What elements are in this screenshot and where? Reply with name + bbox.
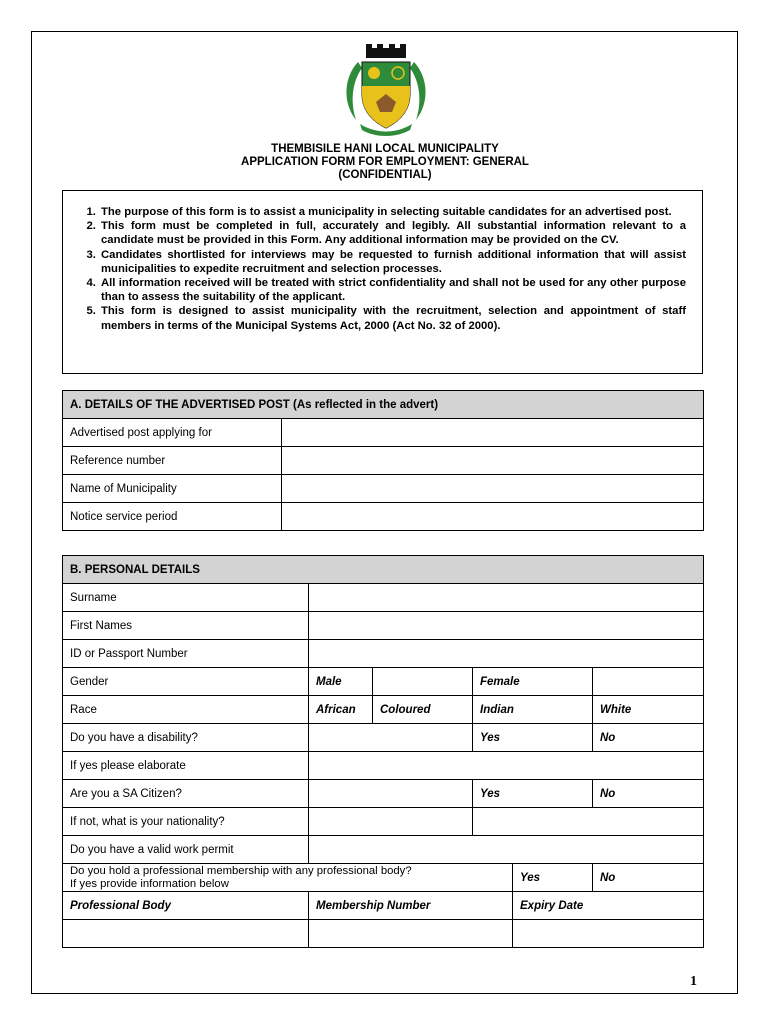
- label-race: Race: [63, 696, 309, 724]
- section-b-table: [62, 555, 704, 948]
- id-number-field[interactable]: [309, 640, 704, 668]
- membership-yes-option[interactable]: Yes: [513, 864, 593, 892]
- municipal-crest-icon: [336, 42, 436, 138]
- reference-number-field[interactable]: [282, 447, 704, 475]
- label-elaborate: If yes please elaborate: [63, 752, 309, 780]
- instructions-box: [62, 190, 703, 374]
- advertised-post-field[interactable]: [282, 419, 704, 447]
- option-african[interactable]: African: [309, 696, 373, 724]
- label-notice-period: Notice service period: [63, 503, 282, 531]
- nationality-extra-field[interactable]: [473, 808, 704, 836]
- instruction-item: 5. This form is designed to assist municipality with the recruitment, selection and appointment of staff members in terms of the Municipal Systems Act, 2000 (Act No. 32 of 2000).: [99, 304, 686, 332]
- citizen-yes-option[interactable]: Yes: [473, 780, 593, 808]
- page-number: 1: [690, 974, 697, 989]
- label-first-names: First Names: [63, 612, 309, 640]
- option-female: Female: [473, 668, 593, 696]
- header-title: THEMBISILE HANI LOCAL MUNICIPALITY: [271, 143, 499, 155]
- section-a-table: [62, 390, 704, 531]
- membership-number-field[interactable]: [309, 920, 513, 948]
- label-surname: Surname: [63, 584, 309, 612]
- expiry-date-field[interactable]: [513, 920, 704, 948]
- label-membership-question: [63, 864, 513, 892]
- label-sa-citizen: Are you a SA Citizen?: [63, 780, 309, 808]
- professional-body-field[interactable]: [63, 920, 309, 948]
- male-field[interactable]: [373, 668, 473, 696]
- instruction-item: 1. The purpose of this form is to assist a municipality in selecting suitable candidates for an advertised post.: [99, 205, 686, 219]
- disability-field[interactable]: [309, 724, 473, 752]
- instruction-item: 2. This form must be completed in full, accurately and legibly. All substantial information relevant to a candidate must be provided in this Form. Any additional information may be provided on the CV.: [99, 219, 686, 247]
- elaborate-field[interactable]: [309, 752, 704, 780]
- section-a-title: A. DETAILS OF THE ADVERTISED POST (As reflected in the advert): [63, 391, 704, 419]
- label-disability: Do you have a disability?: [63, 724, 309, 752]
- membership-question-line1: Do you hold a professional membership with any professional body?: [70, 865, 412, 877]
- disability-no-option[interactable]: No: [593, 724, 704, 752]
- nationality-field[interactable]: [309, 808, 473, 836]
- label-reference-number: Reference number: [63, 447, 282, 475]
- option-male: Male: [309, 668, 373, 696]
- header-subtitle: APPLICATION FORM FOR EMPLOYMENT: GENERAL: [241, 156, 529, 168]
- instruction-item: 4. All information received will be treated with strict confidentiality and shall not be used for any other purpose than to assess the suitability of the applicant.: [99, 276, 686, 304]
- first-names-field[interactable]: [309, 612, 704, 640]
- option-white[interactable]: White: [593, 696, 704, 724]
- disability-yes-option[interactable]: Yes: [473, 724, 593, 752]
- label-municipality: Name of Municipality: [63, 475, 282, 503]
- sa-citizen-field[interactable]: [309, 780, 473, 808]
- instruction-item: 3. Candidates shortlisted for interviews may be requested to furnish additional information that will assist municipalities to expedite recruitment and selection processes.: [99, 248, 686, 276]
- citizen-no-option[interactable]: No: [593, 780, 704, 808]
- option-indian[interactable]: Indian: [473, 696, 593, 724]
- work-permit-field[interactable]: [309, 836, 704, 864]
- membership-no-option[interactable]: No: [593, 864, 704, 892]
- notice-period-field[interactable]: [282, 503, 704, 531]
- header-confidential: (CONFIDENTIAL): [338, 169, 432, 181]
- section-b-title: B. PERSONAL DETAILS: [63, 556, 704, 584]
- header-expiry-date: Expiry Date: [513, 892, 704, 920]
- surname-field[interactable]: [309, 584, 704, 612]
- label-work-permit: Do you have a valid work permit: [63, 836, 309, 864]
- female-field[interactable]: [593, 668, 704, 696]
- label-nationality: If not, what is your nationality?: [63, 808, 309, 836]
- membership-question-line2: If yes provide information below: [70, 877, 229, 890]
- label-advertised-post: Advertised post applying for: [63, 419, 282, 447]
- label-gender: Gender: [63, 668, 309, 696]
- header-membership-number: Membership Number: [309, 892, 513, 920]
- label-id-number: ID or Passport Number: [63, 640, 309, 668]
- municipality-field[interactable]: [282, 475, 704, 503]
- option-coloured[interactable]: Coloured: [373, 696, 473, 724]
- header-professional-body: Professional Body: [63, 892, 309, 920]
